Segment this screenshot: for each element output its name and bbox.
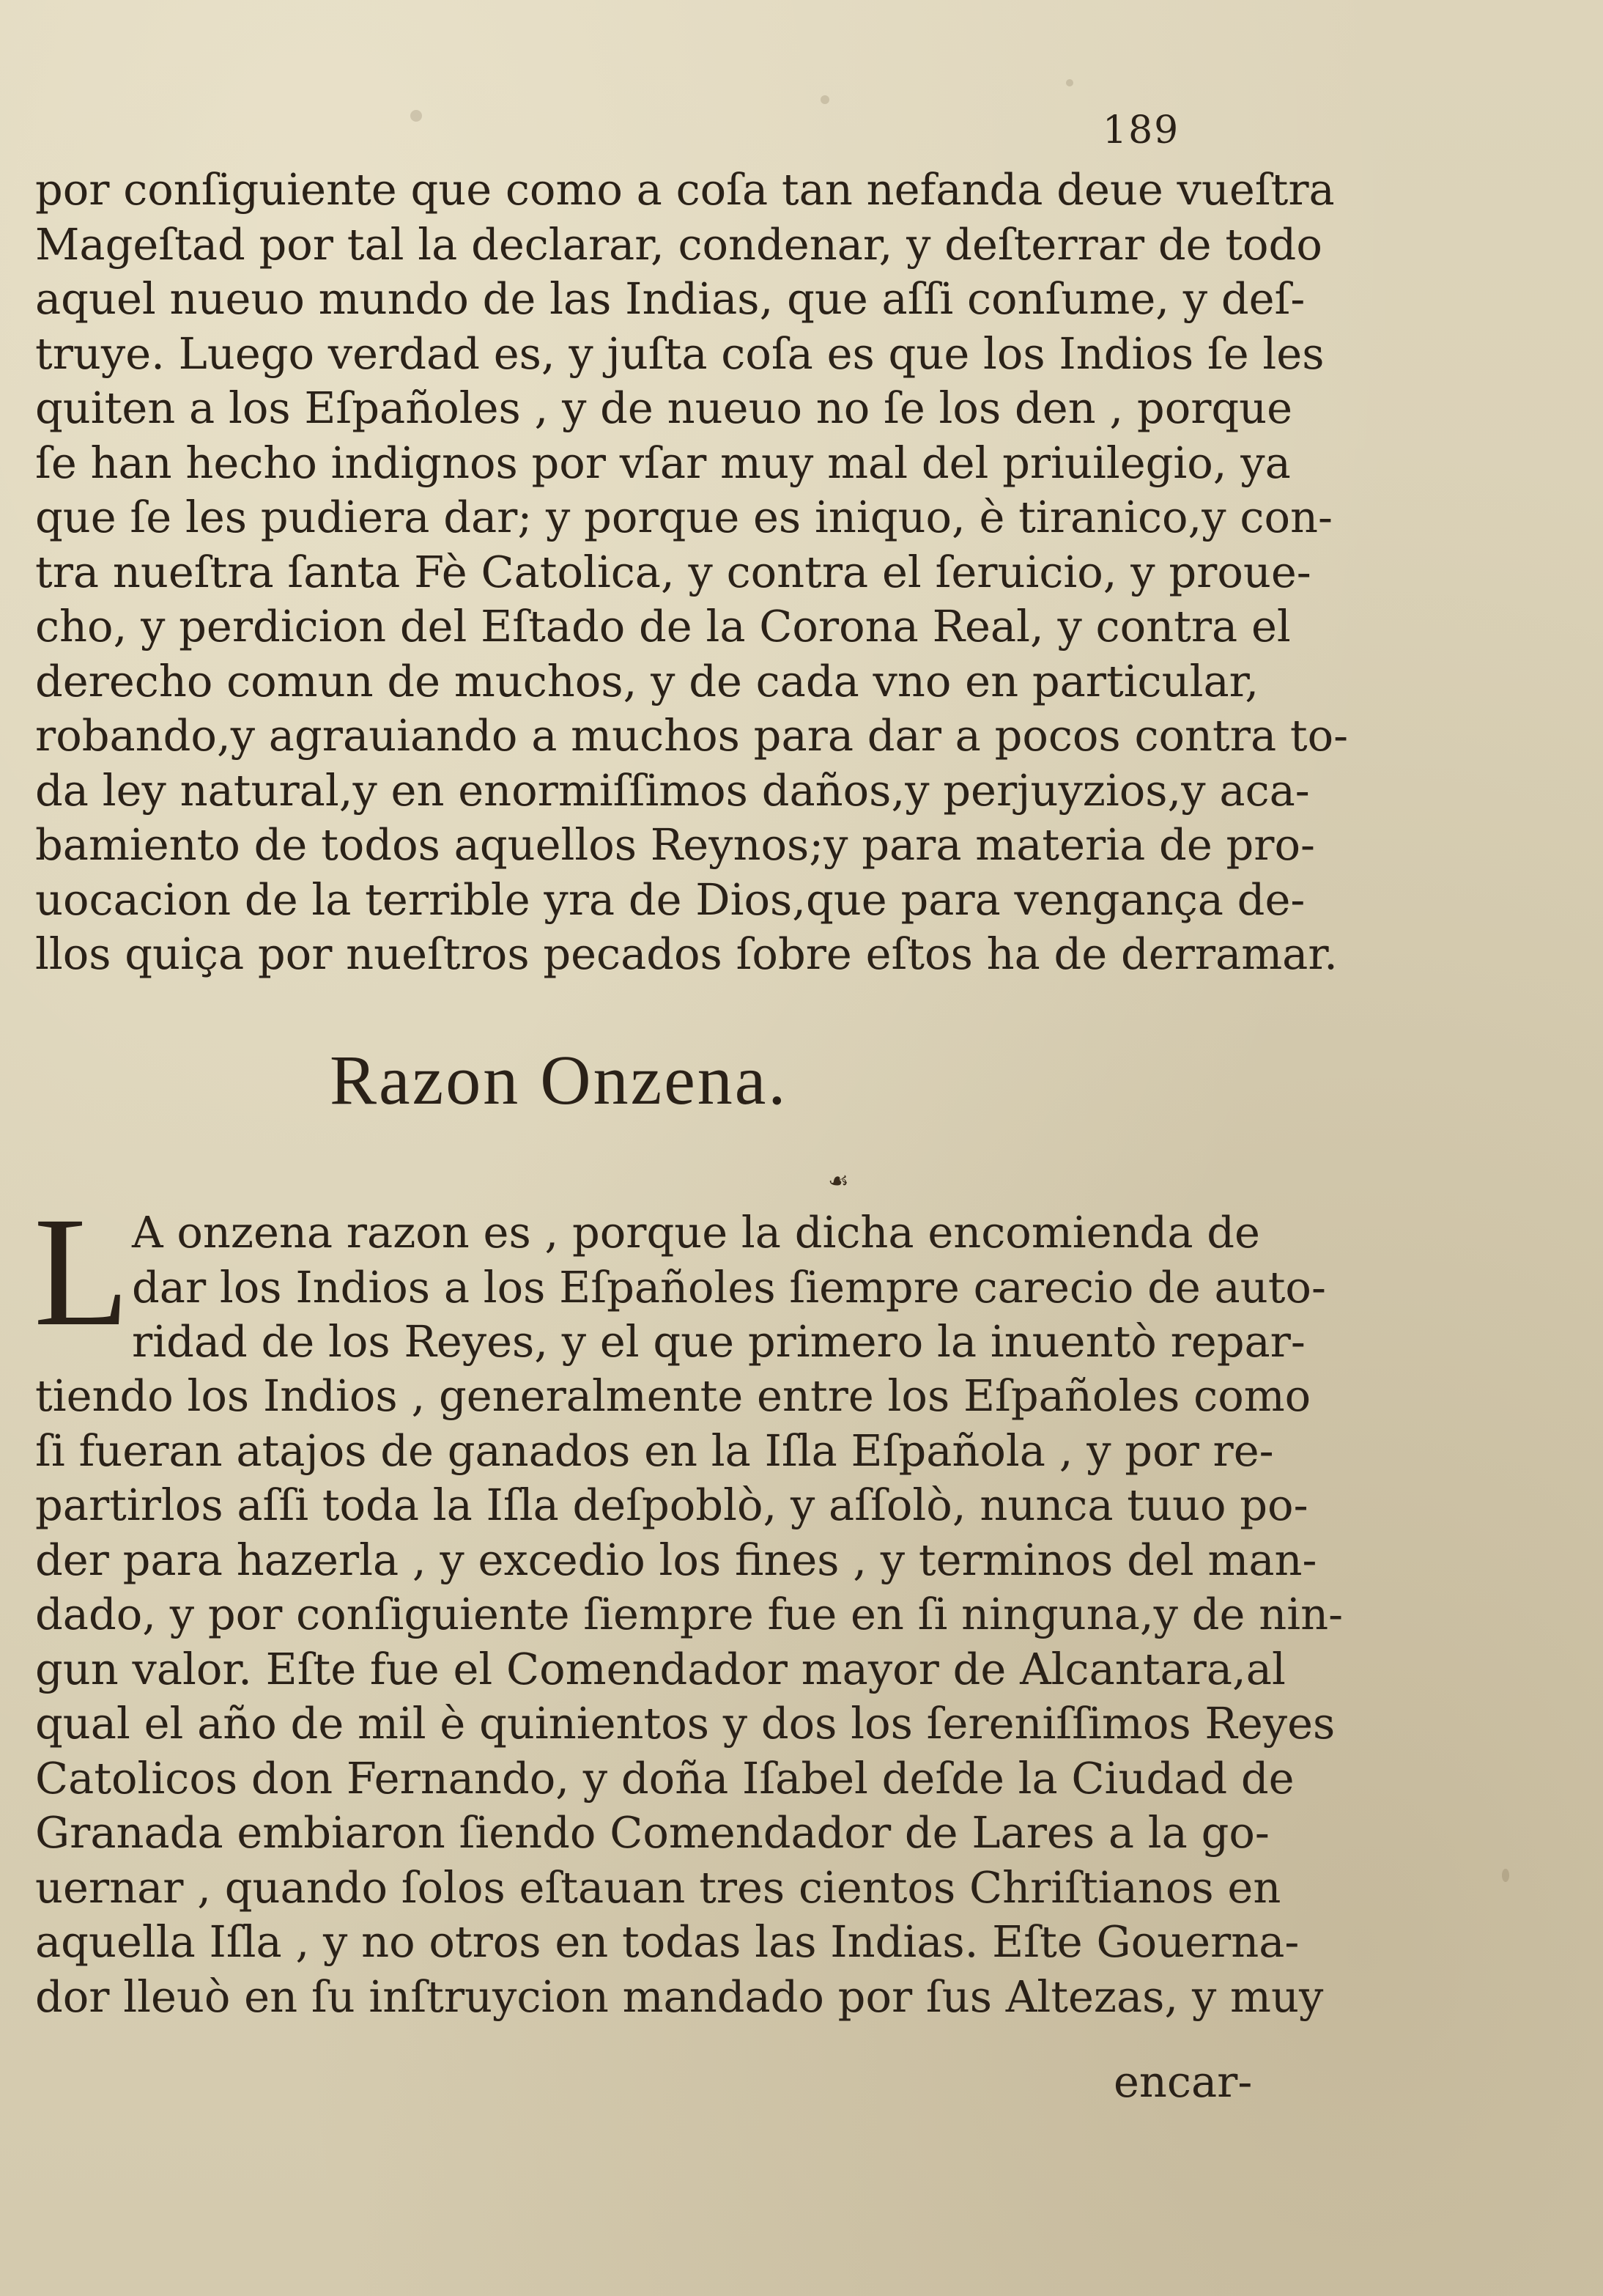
text-line: derecho comun de muchos, y de cada vno en particular, [35, 655, 1259, 706]
ornament-icon: ☙ [828, 1167, 849, 1195]
text-line: partirlos aſſi toda la Iſla deſpoblò, y aſſolò, nunca tuuo po- [35, 1480, 1308, 1530]
text-line: truye. Luego verdad es, y juſta coſa es que los Indios ſe les [35, 328, 1325, 379]
text-line: por conſiguiente que como a coſa tan nefanda deue vueſtra [35, 164, 1335, 215]
text-line: dor lleuò en ſu inſtruycion mandado por ſus Altezas, y muy [35, 1971, 1324, 2022]
text-line: uocacion de la terrible yra de Dios,que para vengança de- [35, 874, 1306, 925]
text-line: Catolicos don Fernando, y doña Iſabel deſde la Ciudad de [35, 1752, 1295, 1804]
paragraph-two-opening [132, 1206, 1326, 1370]
catchword: encar- [1114, 2056, 1253, 2107]
stain [410, 110, 422, 122]
text-line: que ſe les pudiera dar; y porque es iniquo, è tiranico,y con- [35, 492, 1333, 542]
text-line: ſe han hecho indignos por vſar muy mal del priuilegio, ya [35, 437, 1291, 488]
text-line: qual el año de mil è quinientos y dos los ſereniſſimos Reyes [35, 1698, 1336, 1749]
text-line: der para hazerla , y excedio los fines , y terminos del man- [35, 1534, 1317, 1585]
page-number: 189 [1103, 108, 1180, 152]
text-line: uernar , quando ſolos eſtauan tres cientos Chriſtianos en [35, 1861, 1281, 1913]
text-line: ſi fueran atajos de ganados en la Iſla Eſpañola , y por re- [35, 1425, 1274, 1476]
stain [821, 95, 829, 104]
stain [1066, 79, 1073, 86]
text-line: llos quiça por nueſtros pecados ſobre eſtos ha de derramar. [35, 929, 1338, 979]
paragraph-one [35, 163, 1349, 982]
text-line: dar los Indios a los Eſpañoles ſiempre carecio de auto- [132, 1261, 1326, 1313]
text-line: da ley natural,y en enormiſſimos daños,y perjuyzios,y aca- [35, 764, 1310, 816]
text-line: tra nueſtra ſanta Fè Catolica, y contra el ſeruicio, y proue- [35, 546, 1311, 597]
text-line: A onzena razon es , porque la dicha encomienda de [132, 1207, 1260, 1258]
text-line: robando,y agrauiando a muchos para dar a pocos contra to- [35, 710, 1349, 761]
text-line: bamiento de todos aquellos Reynos;y para materia de pro- [35, 819, 1315, 870]
text-line: cho, y perdicion del Eſtado de la Corona Real, y contra el [35, 601, 1291, 651]
drop-cap: L [34, 1185, 130, 1359]
stain [1502, 1869, 1509, 1882]
text-line: ridad de los Reyes, y el que primero la inuentò repar- [132, 1316, 1306, 1367]
text-line: Granada embiaron ſiendo Comendador de Lares a la go- [35, 1807, 1270, 1858]
text-line: aquella Iſla , y no otros en todas las Indias. Eſte Gouerna- [35, 1916, 1300, 1967]
section-heading: Razon Onzena. [330, 1041, 788, 1119]
text-line: dado, y por conſiguiente ſiempre fue en ſi ninguna,y de nin- [35, 1589, 1344, 1639]
text-line: tiendo los Indios , generalmente entre los Eſpañoles como [35, 1370, 1311, 1421]
text-line: gun valor. Eſte fue el Comendador mayor de Alcantara,al [35, 1643, 1286, 1694]
text-line: Mageſtad por tal la declarar, condenar, y deſterrar de todo [35, 218, 1322, 270]
text-line: quiten a los Eſpañoles , y de nueuo no ſe los den , porque [35, 383, 1293, 433]
paragraph-two-body [35, 1369, 1344, 2024]
text-line: aquel nueuo mundo de las Indias, que aſſi conſume, y deſ- [35, 273, 1306, 324]
